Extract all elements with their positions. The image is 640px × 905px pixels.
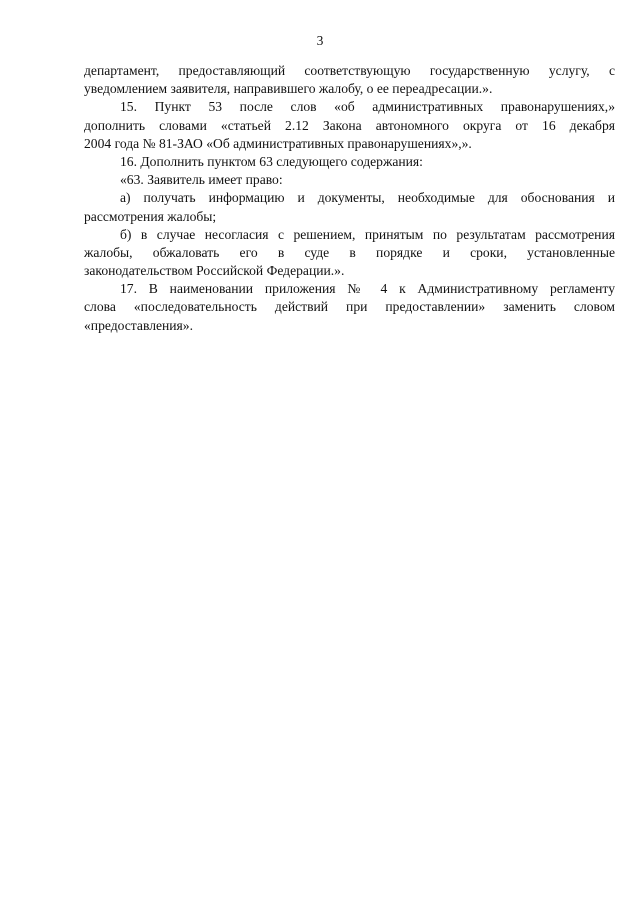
text-line: уведомлением заявителя, направившего жалобу, о ее переадресации.». [84, 81, 493, 97]
page-number: 3 [316, 33, 324, 48]
text-line: 2004 года № 81-ЗАО «Об административных правонарушениях»,». [84, 135, 472, 151]
text-line: «63. Заявитель имеет право: [120, 172, 283, 188]
text-line: департамент, предоставляющий соответствующую государственную услугу, с [84, 63, 615, 78]
text-line: жалобы, обжаловать его в суде в порядке и сроки, установленные [84, 244, 615, 260]
text-line: рассмотрения жалобы; [84, 208, 217, 224]
text-line: 16. Дополнить пунктом 63 следующего содержания: [120, 153, 423, 169]
text-line: 15. Пункт 53 после слов «об административных правонарушениях,» [120, 99, 615, 115]
text-line: «предоставления». [84, 317, 194, 333]
text-line: а) получать информацию и документы, необходимые для обоснования и [120, 190, 615, 206]
text-line: 17. В наименовании приложения № 4 к Административному регламенту [120, 281, 615, 297]
text-line: б) в случае несогласия с решением, принятым по результатам рассмотрения [120, 226, 615, 242]
text-line: слова «последовательность действий при предоставлении» заменить словом [84, 299, 615, 315]
text-line: законодательством Российской Федерации.». [84, 263, 345, 279]
text-line: дополнить словами «статьей 2.12 Закона автономного округа от 16 декабря [84, 117, 615, 133]
document-body [84, 62, 615, 335]
